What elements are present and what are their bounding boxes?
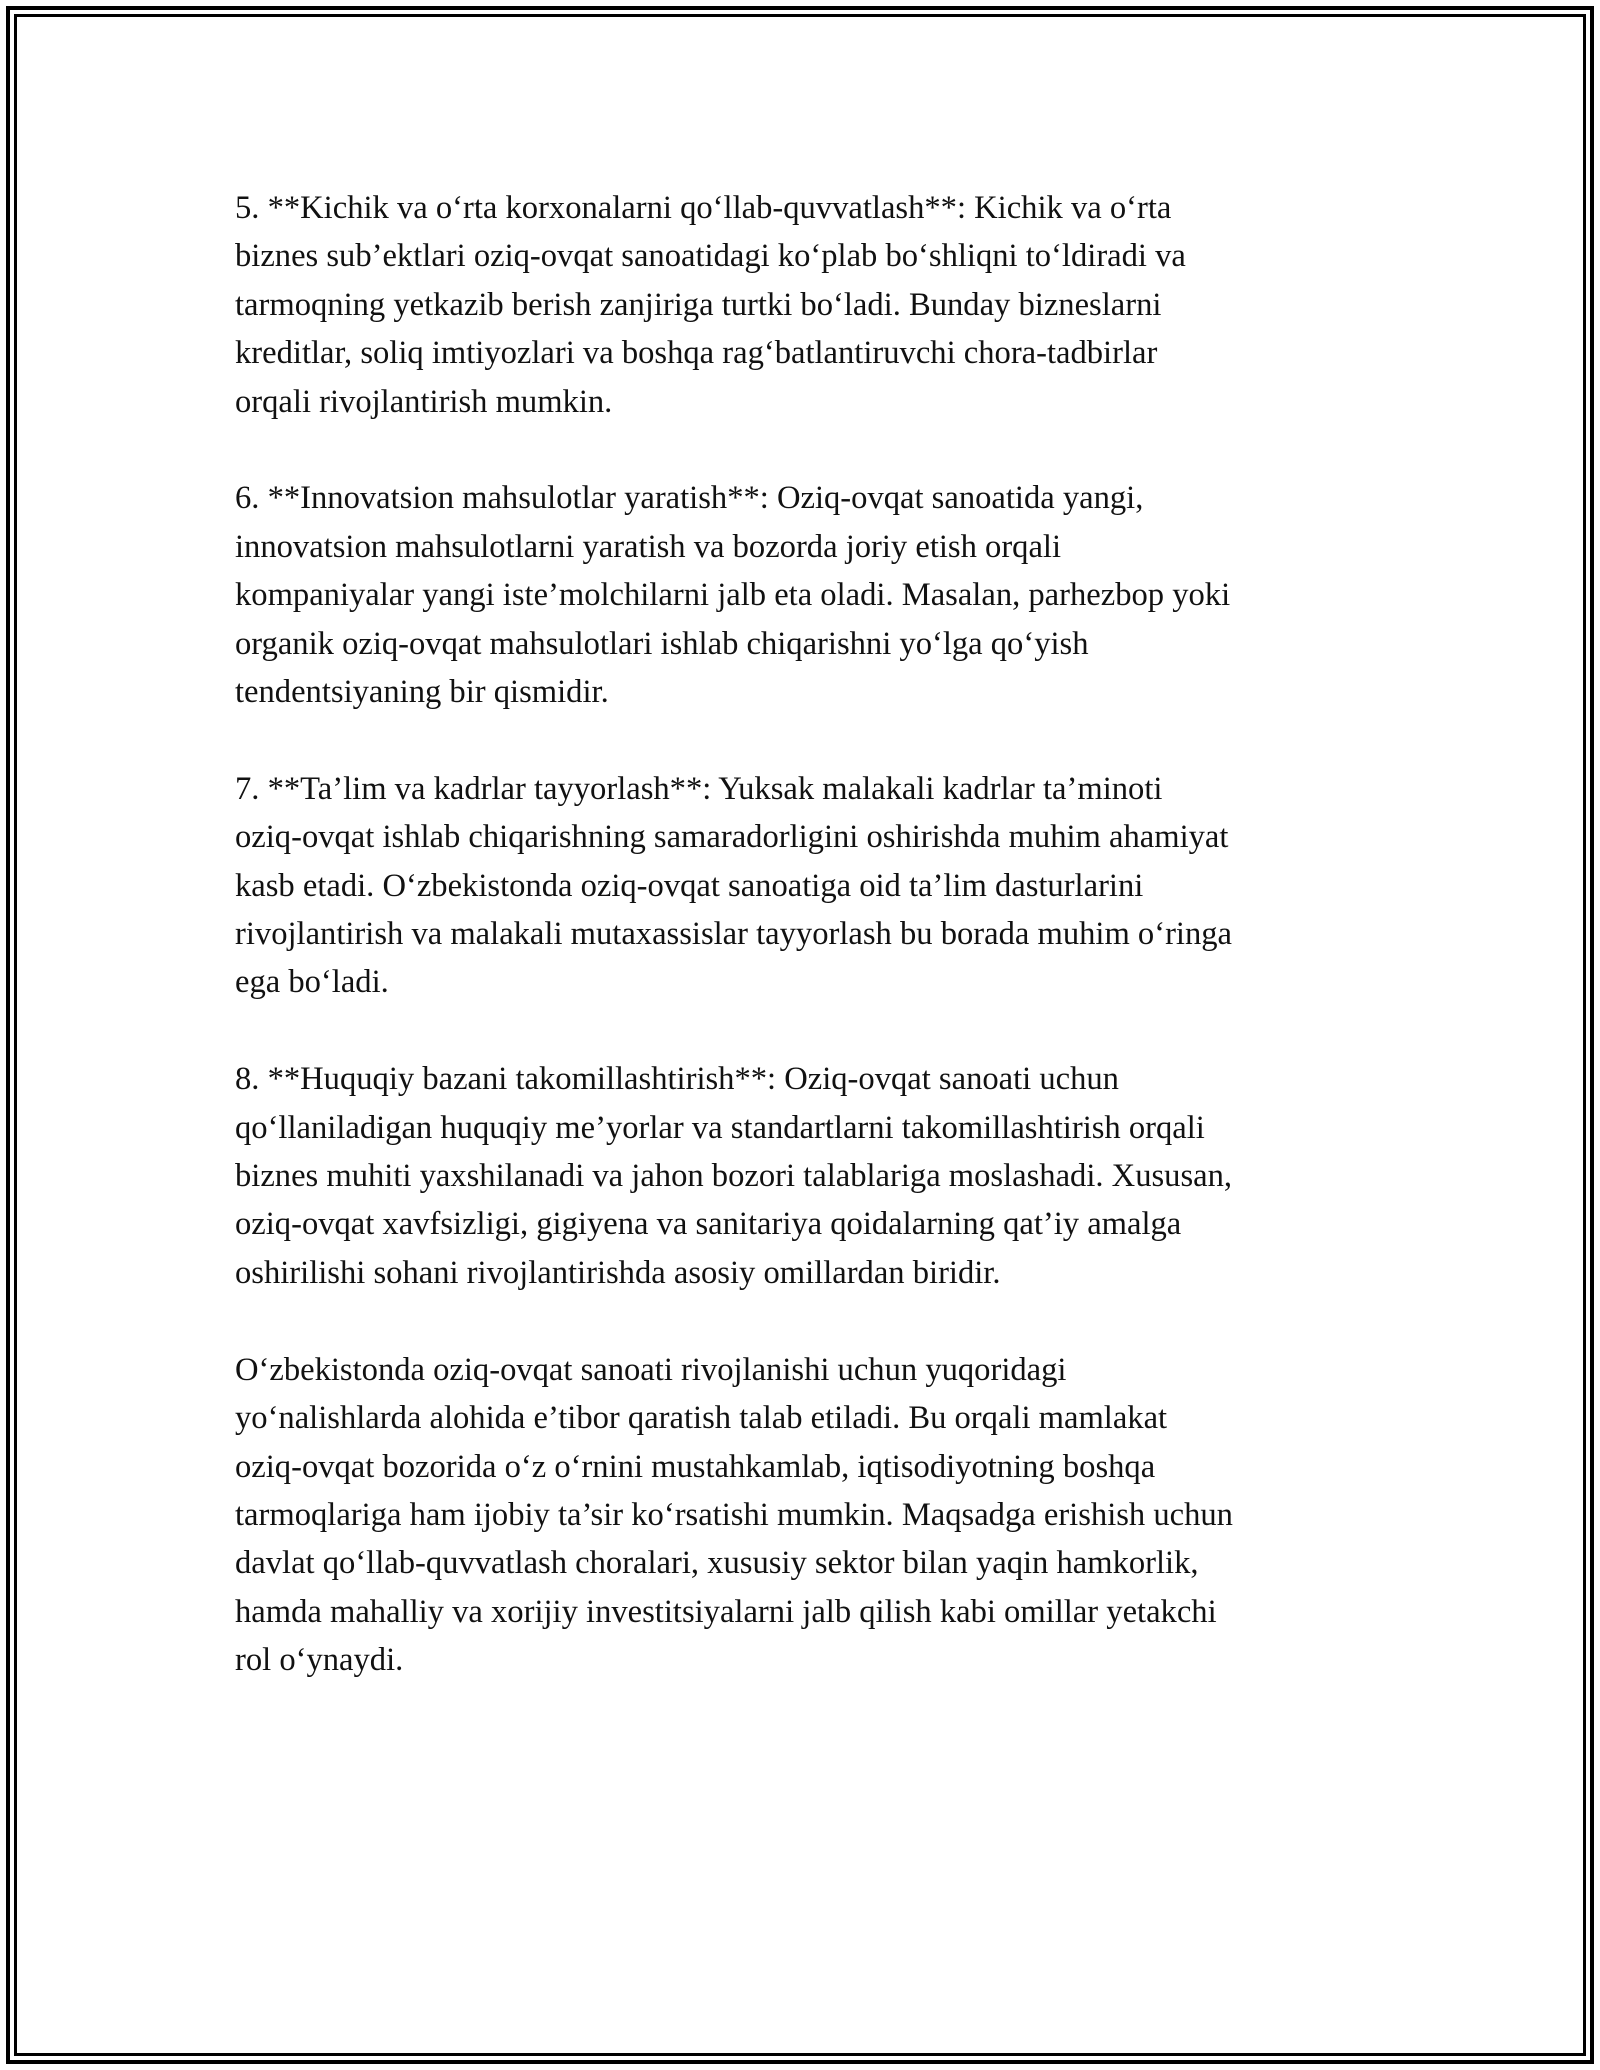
document-body	[235, 184, 1365, 1685]
paragraph-conclusion: O‘zbekistonda oziq-ovqat sanoati rivojlanishi uchun yuqoridagi yo‘nalishlarda alohida e’tibor qaratish talab etiladi. Bu orqali mamlakat oziq-ovqat bozorida o‘z o‘rnini mustahkamlab, iqtisodiyotning boshqa tarmoqlariga ham ijobiy ta’sir ko‘rsatishi mumkin. Maqsadga erishish uchun davlat qo‘llab-quvvatlash choralari, xususiy sektor bilan yaqin hamkorlik, hamda mahalliy va xorijiy investitsiyalarni jalb qilish kabi omillar yetakchi rol o‘ynaydi.	[235, 1351, 1233, 1679]
paragraph-innovative-products: 6. **Innovatsion mahsulotlar yaratish**: Oziq-ovqat sanoatida yangi, innovatsion mahsulotlarni yaratish va bozorda joriy etish orqali kompaniyalar yangi iste’molchilarni jalb eta oladi. Masalan, parhezbop yoki organik oziq-ovqat mahsulotlari ishlab chiqarishni yo‘lga qo‘yish tendentsiyaning bir qismidir.	[235, 480, 1231, 711]
paragraph-legal-framework: 8. **Huquqiy bazani takomillashtirish**: Oziq-ovqat sanoati uchun qo‘llaniladigan huquqiy me’yorlar va standartlarni takomillashtirish orqali biznes muhiti yaxshilanadi va jahon bozori talablariga moslashadi. Xususan, oziq-ovqat xavfsizligi, gigiyena va sanitariya qoidalarning qat’iy amalga oshirilishi sohani rivojlantirishda asosiy omillardan biridir.	[235, 1061, 1233, 1291]
paragraph-small-medium-business: 5. **Kichik va o‘rta korxonalarni qo‘llab-quvvatlash**: Kichik va o‘rta biznes sub’ektlari oziq-ovqat sanoatidagi ko‘plab bo‘shliqni to‘ldiradi va tarmoqning yetkazib berish zanjiriga turtki bo‘ladi. Bunday bizneslarni kreditlar, soliq imtiyozlari va boshqa rag‘batlantiruvchi chora-tadbirlar orqali rivojlantirish mumkin.	[235, 190, 1186, 420]
paragraph-education-training: 7. **Ta’lim va kadrlar tayyorlash**: Yuksak malakali kadrlar ta’minoti oziq-ovqat ishlab chiqarishning samaradorligini oshirishda muhim ahamiyat kasb etadi. O‘zbekistonda oziq-ovqat sanoatiga oid ta’lim dasturlarini rivojlantirish va malakali mutaxassislar tayyorlash bu borada muhim o‘ringa ega bo‘ladi.	[235, 770, 1233, 1001]
